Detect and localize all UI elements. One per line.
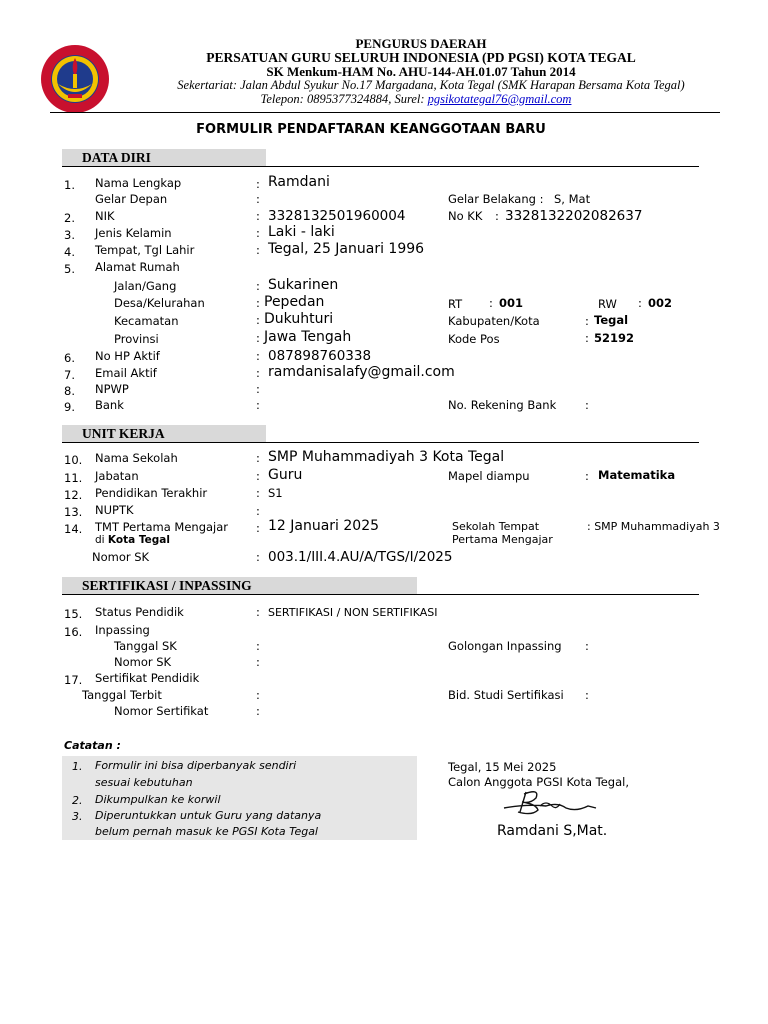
colon: :: [256, 704, 260, 718]
colon: :: [256, 366, 260, 380]
colon: :: [489, 296, 493, 310]
header-divider: [50, 112, 720, 113]
colon: :: [256, 605, 260, 619]
value-nama: Ramdani: [268, 174, 330, 190]
row-num: 3.: [64, 228, 75, 242]
signature-name: Ramdani S,Mat.: [497, 823, 608, 839]
label-kecamatan: Kecamatan: [114, 314, 179, 328]
colon: :: [256, 279, 260, 293]
row-num: 11.: [64, 471, 83, 485]
colon: :: [585, 331, 589, 345]
signature-place-date: Tegal, 15 Mei 2025: [448, 760, 557, 774]
value-nomor-sk: 003.1/III.4.AU/A/TGS/I/2025: [268, 549, 453, 565]
header-line5: [0, 92, 768, 107]
row-num: 10.: [64, 453, 83, 467]
row-num: 2.: [64, 211, 75, 225]
row-num: 6.: [64, 351, 75, 365]
email-link[interactable]: pgsikotategal76@gmail.com: [427, 92, 572, 106]
colon: :: [256, 192, 260, 206]
header-line3: SK Menkum-HAM No. AHU-144-AH.01.07 Tahun 2014: [266, 64, 576, 79]
label-nomor-sertifikat: Nomor Sertifikat: [114, 704, 209, 718]
header-line4: Sekertariat: Jalan Abdul Syukur No.17 Margadana, Kota Tegal (SMK Harapan Bersama Kota Tegal): [177, 78, 685, 92]
section-rule: [62, 166, 699, 167]
value-jk: Laki - laki: [268, 224, 335, 240]
catatan-title: Catatan :: [64, 739, 121, 752]
colon: :: [256, 486, 260, 500]
label-nomor-sk: Nomor SK: [92, 550, 150, 564]
catatan-num: 1.: [72, 760, 83, 773]
section-sertifikasi: SERTIFIKASI / INPASSING: [62, 577, 417, 594]
tmt-di: di: [95, 534, 108, 546]
tmt-kota: Kota Tegal: [107, 534, 170, 546]
label-sertifikat: Sertifikat Pendidik: [95, 671, 200, 685]
value-status: SERTIFIKASI / NON SERTIFIKASI: [268, 606, 438, 619]
label-bank: Bank: [95, 398, 124, 412]
label-bid-studi: Bid. Studi Sertifikasi: [448, 688, 564, 702]
value-sekolah: SMP Muhammadiyah 3 Kota Tegal: [268, 449, 505, 465]
section-unit-kerja: UNIT KERJA: [62, 425, 266, 442]
phone-text: Telepon: 0895377324884, Surel:: [260, 92, 428, 106]
catatan-item-line: belum pernah masuk ke PGSI Kota Tegal: [95, 825, 318, 838]
value-email: ramdanisalafy@gmail.com: [268, 364, 455, 380]
row-num: 9.: [64, 400, 75, 414]
colon: :: [256, 382, 260, 396]
label-rw: RW: [598, 297, 617, 311]
label-nomor-sk-inpassing: Nomor SK: [114, 655, 172, 669]
label-tanggal-terbit: Tanggal Terbit: [82, 688, 162, 702]
colon: :: [256, 349, 260, 363]
colon: :: [256, 177, 260, 191]
value-hp: 087898760338: [268, 348, 372, 364]
form-title: FORMULIR PENDAFTARAN KEANGGOTAAN BARU: [196, 122, 546, 137]
colon: :: [495, 209, 499, 223]
row-num: 8.: [64, 384, 75, 398]
colon: :: [256, 550, 260, 564]
colon: :: [256, 469, 260, 483]
label-rt: RT: [448, 297, 463, 311]
row-num: 12.: [64, 488, 83, 502]
value-kabupaten: Tegal: [594, 313, 629, 327]
row-num: 14.: [64, 522, 83, 536]
catatan-num: 3.: [72, 810, 83, 823]
label-rekening: No. Rekening Bank: [448, 398, 557, 412]
colon: :: [585, 398, 589, 412]
colon: :: [256, 521, 260, 535]
colon: :: [256, 655, 260, 669]
row-num: 16.: [64, 625, 83, 639]
label-tmt: TMT Pertama Mengajar: [95, 520, 229, 534]
colon: :: [256, 243, 260, 257]
value-nik: 3328132501960004: [268, 208, 406, 224]
row-num: 1.: [64, 178, 75, 192]
row-num: 13.: [64, 505, 83, 519]
catatan-item-line: Diperuntukkan untuk Guru yang datanya: [95, 809, 322, 822]
value-kodepos: 52192: [594, 331, 635, 345]
value-jalan: Sukarinen: [268, 277, 339, 293]
label-nama: Nama Lengkap: [95, 176, 182, 190]
label-tanggal-sk: Tanggal SK: [114, 639, 177, 653]
colon: :: [256, 398, 260, 412]
row-num: 4.: [64, 245, 75, 259]
label-gelar-belakang: Gelar Belakang :: [448, 192, 544, 206]
header-line1: PENGURUS DAERAH: [355, 36, 487, 51]
value-pendidikan: S1: [268, 486, 283, 500]
label-email: Email Aktif: [95, 366, 157, 380]
colon: :: [256, 688, 260, 702]
label-kabupaten: Kabupaten/Kota: [448, 314, 540, 328]
label-alamat: Alamat Rumah: [95, 260, 180, 274]
section-rule: [62, 594, 699, 595]
label-pendidikan: Pendidikan Terakhir: [95, 486, 208, 500]
value-kecamatan: Dukuhturi: [264, 311, 334, 327]
catatan-num: 2.: [72, 794, 83, 807]
label-jabatan: Jabatan: [95, 469, 139, 483]
label-mapel: Mapel diampu: [448, 469, 530, 483]
colon: :: [256, 226, 260, 240]
label-kodepos: Kode Pos: [448, 332, 500, 346]
label-sekolah: Nama Sekolah: [95, 451, 178, 465]
label-nokk: No KK: [448, 209, 483, 223]
row-num: 5.: [64, 262, 75, 276]
colon: :: [256, 639, 260, 653]
colon: :: [256, 313, 260, 327]
label-nuptk: NUPTK: [95, 503, 134, 517]
label-nik: NIK: [95, 209, 115, 223]
catatan-item-line: Dikumpulkan ke korwil: [95, 793, 221, 806]
colon: :: [638, 296, 642, 310]
catatan-item-line: Formulir ini bisa diperbanyak sendiri: [95, 759, 297, 772]
value-provinsi: Jawa Tengah: [264, 329, 352, 345]
colon: :: [585, 469, 589, 483]
colon: :: [256, 296, 260, 310]
colon: :: [585, 639, 589, 653]
label-sekolah-tempat: Sekolah Tempat: [452, 520, 540, 533]
label-tmt-kota: [95, 534, 170, 546]
colon: :: [585, 688, 589, 702]
label-gelar-depan: Gelar Depan: [95, 192, 168, 206]
colon: :: [256, 331, 260, 345]
colon: :: [256, 451, 260, 465]
value-mapel: Matematika: [598, 468, 676, 482]
label-status: Status Pendidik: [95, 605, 184, 619]
label-golongan: Golongan Inpassing: [448, 639, 562, 653]
label-inpassing: Inpassing: [95, 623, 150, 637]
value-ttl: Tegal, 25 Januari 1996: [268, 241, 425, 257]
row-num: 7.: [64, 368, 75, 382]
value-gelar-belakang: S, Mat: [554, 192, 591, 206]
value-desa: Pepedan: [264, 294, 325, 310]
header-line2: PERSATUAN GURU SELURUH INDONESIA (PD PGSI) KOTA TEGAL: [206, 50, 636, 65]
signature-role: Calon Anggota PGSI Kota Tegal,: [448, 775, 630, 789]
label-provinsi: Provinsi: [114, 332, 159, 346]
colon: :: [256, 504, 260, 518]
label-ttl: Tempat, Tgl Lahir: [95, 243, 195, 257]
label-jalan: Jalan/Gang: [114, 279, 177, 293]
value-nokk: 3328132202082637: [505, 208, 643, 224]
section-rule: [62, 442, 699, 443]
label-desa: Desa/Kelurahan: [114, 296, 205, 310]
label-hp: No HP Aktif: [95, 349, 160, 363]
colon: :: [585, 314, 589, 328]
catatan-item-line: sesuai kebutuhan: [95, 776, 193, 789]
section-data-diri: DATA DIRI: [62, 149, 266, 166]
colon: :: [256, 209, 260, 223]
signature-scribble: [496, 786, 606, 820]
value-rw: 002: [648, 296, 673, 310]
row-num: 15.: [64, 607, 83, 621]
value-sekolah-tempat: : SMP Muhammadiyah 3: [587, 520, 720, 533]
label-npwp: NPWP: [95, 382, 129, 396]
label-jk: Jenis Kelamin: [95, 226, 172, 240]
value-jabatan: Guru: [268, 467, 303, 483]
row-num: 17.: [64, 673, 83, 687]
value-tmt: 12 Januari 2025: [268, 518, 380, 534]
value-rt: 001: [499, 296, 524, 310]
label-pertama-mengajar: Pertama Mengajar: [452, 533, 553, 546]
